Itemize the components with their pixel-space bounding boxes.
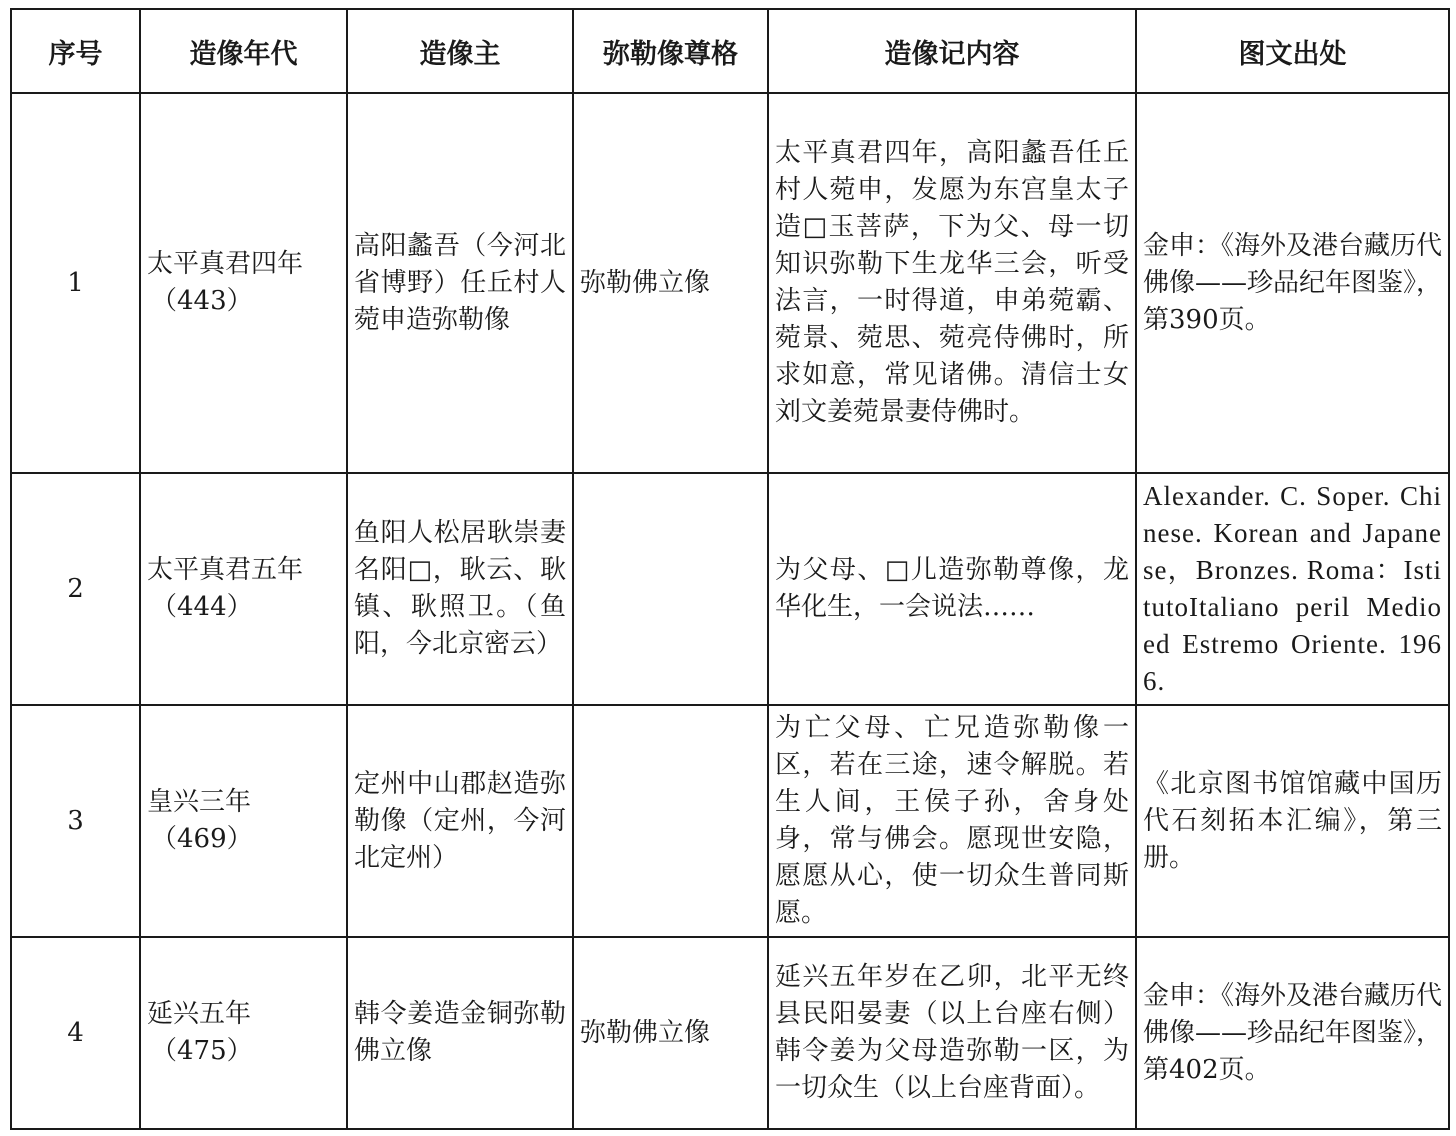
cell-inscription: 为父母、□儿造弥勒尊像，龙华化生，一会说法…… <box>768 473 1136 705</box>
table-row <box>11 93 1449 473</box>
cell-form: 弥勒佛立像 <box>573 937 768 1129</box>
table-header <box>11 9 1449 93</box>
cell-form <box>573 705 768 937</box>
cell-form: 弥勒佛立像 <box>573 93 768 473</box>
cell-source: 《北京图书馆馆藏中国历代石刻拓本汇编》，第三册。 <box>1136 705 1449 937</box>
cell-inscription: 为亡父母、亡兄造弥勒像一区，若在三途，速令解脱。若生人间，王侯子孙，舍身处身，常与佛会。愿现世安隐，愿愿从心，使一切众生普同斯愿。 <box>768 705 1136 937</box>
cell-year <box>140 93 347 473</box>
header-source: 图文出处 <box>1136 9 1449 93</box>
cell-source: Alexander. C. Soper. Chinese. Korean and Japanese，Bronzes. Roma：IstitutoItaliano peril Medio ed Estremo Oriente. 1966. <box>1136 473 1449 705</box>
cell-source: 金申：《海外及港台藏历代佛像——珍品纪年图鉴》，第402页。 <box>1136 937 1449 1129</box>
year-ce: （444） <box>151 592 253 622</box>
year-ce: （443） <box>151 286 253 316</box>
header-year: 造像年代 <box>140 9 347 93</box>
cell-number: 1 <box>11 93 140 473</box>
table-body <box>11 93 1449 1129</box>
cell-year <box>140 937 347 1129</box>
year-label: 皇兴三年 <box>147 787 252 817</box>
cell-year <box>140 473 347 705</box>
cell-form <box>573 473 768 705</box>
year-label: 延兴五年 <box>147 999 252 1029</box>
cell-year <box>140 705 347 937</box>
year-ce: （469） <box>151 824 253 854</box>
table-row <box>11 473 1449 705</box>
cell-number: 3 <box>11 705 140 937</box>
cell-donor: 定州中山郡赵造弥勒像（定州，今河北定州） <box>347 705 573 937</box>
year-label: 太平真君五年 <box>147 555 304 585</box>
cell-donor: 高阳蠡吾（今河北省博野）任丘村人菀申造弥勒像 <box>347 93 573 473</box>
cell-donor: 韩令姜造金铜弥勒佛立像 <box>347 937 573 1129</box>
header-form: 弥勒像尊格 <box>573 9 768 93</box>
table-row <box>11 937 1449 1129</box>
year-label: 太平真君四年 <box>147 249 304 279</box>
header-row <box>11 9 1449 93</box>
maitreya-statue-table <box>10 8 1450 1130</box>
cell-inscription: 太平真君四年，高阳蠡吾任丘村人菀申，发愿为东宫皇太子造□玉菩萨，下为父、母一切知识弥勒下生龙华三会，听受法言，一时得道，申弟菀霸、菀景、菀思、菀亮侍佛时，所求如意，常见诸佛。清信士女刘文姜菀景妻侍佛时。 <box>768 93 1136 473</box>
header-inscription: 造像记内容 <box>768 9 1136 93</box>
cell-source: 金申：《海外及港台藏历代佛像——珍品纪年图鉴》，第390页。 <box>1136 93 1449 473</box>
cell-inscription: 延兴五年岁在乙卯，北平无终县民阳晏妻（以上台座右侧）韩令姜为父母造弥勒一区，为一切众生（以上台座背面）。 <box>768 937 1136 1129</box>
table-row <box>11 705 1449 937</box>
header-number: 序号 <box>11 9 140 93</box>
header-donor: 造像主 <box>347 9 573 93</box>
year-ce: （475） <box>151 1036 253 1066</box>
cell-number: 4 <box>11 937 140 1129</box>
cell-donor: 鱼阳人松居耿崇妻名阳□，耿云、耿镇、耿照卫。（鱼阳，今北京密云） <box>347 473 573 705</box>
cell-number: 2 <box>11 473 140 705</box>
